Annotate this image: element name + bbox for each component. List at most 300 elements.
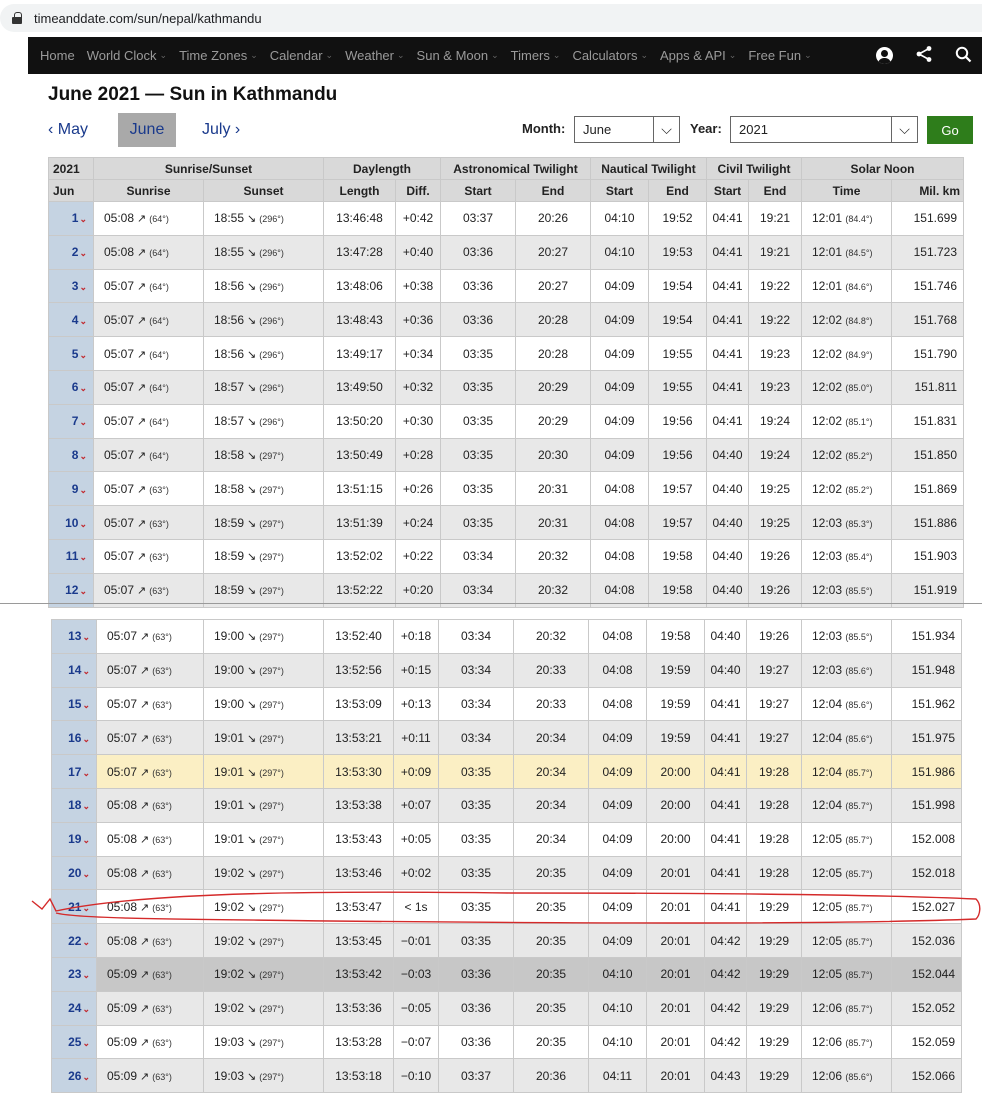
- distance-cell: 151.699: [892, 202, 964, 236]
- day-cell[interactable]: [52, 924, 97, 958]
- sunset-time: 19:02: [214, 1001, 245, 1016]
- table-row: [52, 620, 962, 654]
- naut-end-cell: 20:01: [647, 856, 705, 890]
- sunset-cell: [204, 957, 324, 991]
- sunrise-azimuth: (63°): [152, 632, 172, 643]
- table-row: [52, 687, 962, 721]
- table-row: [52, 856, 962, 890]
- diff-cell: +0:18: [394, 620, 439, 654]
- sunset-arrow-icon: ↘: [247, 867, 257, 880]
- nav-item-free-fun[interactable]: [748, 48, 811, 63]
- chevron-down-icon: ⌄: [325, 50, 334, 60]
- main-nav: [28, 37, 982, 74]
- table-row: [52, 822, 962, 856]
- day-cell[interactable]: [52, 957, 97, 991]
- sunrise-arrow-icon: ↗: [137, 551, 147, 564]
- daylength-cell: 13:53:46: [324, 856, 394, 890]
- daylength-cell: 13:50:20: [324, 404, 396, 438]
- next-month-link[interactable]: July ›: [202, 121, 241, 138]
- diff-cell: −0:07: [394, 1025, 439, 1059]
- table-row: [49, 202, 964, 236]
- solar-noon-altitude: (85.3°): [845, 518, 873, 529]
- solar-noon-cell: [802, 506, 892, 540]
- sunrise-time: 05:08: [107, 832, 138, 847]
- naut-end-cell: 20:01: [647, 1059, 705, 1093]
- sunset-arrow-icon: ↘: [247, 698, 257, 711]
- table-row: [49, 539, 964, 573]
- naut-start-cell: 04:10: [591, 235, 649, 269]
- nav-item-calendar[interactable]: [270, 48, 333, 63]
- distance-cell: 151.723: [892, 235, 964, 269]
- civil-start-cell: 04:41: [707, 269, 749, 303]
- day-cell[interactable]: [52, 721, 97, 755]
- day-cell[interactable]: [49, 303, 94, 337]
- sunset-cell: [204, 653, 324, 687]
- table-row: [49, 235, 964, 269]
- sunset-azimuth: (297°): [259, 970, 284, 981]
- day-cell[interactable]: [49, 438, 94, 472]
- day-cell[interactable]: [49, 506, 94, 540]
- sunrise-cell: [94, 404, 204, 438]
- chevron-down-icon: ⌄: [82, 1037, 90, 1048]
- solar-noon-altitude: (85.6°): [845, 699, 873, 710]
- civil-start-cell: 04:41: [705, 687, 747, 721]
- solar-noon-cell: [802, 890, 892, 924]
- table-row: [52, 924, 962, 958]
- sunrise-arrow-icon: ↗: [140, 766, 150, 779]
- current-month-tab[interactable]: June: [118, 113, 176, 147]
- solar-noon-altitude: (84.8°): [845, 315, 873, 326]
- astro-start-cell: 03:34: [439, 653, 514, 687]
- naut-start-cell: 04:09: [589, 822, 647, 856]
- table-row: [52, 890, 962, 924]
- daylength-cell: 13:53:18: [324, 1059, 394, 1093]
- sunrise-time: 05:07: [107, 663, 138, 678]
- naut-end-cell: 19:55: [649, 370, 707, 404]
- diff-cell: −0:03: [394, 957, 439, 991]
- civil-start-cell: 04:41: [705, 890, 747, 924]
- sunrise-arrow-icon: ↗: [137, 517, 147, 530]
- day-cell[interactable]: [52, 890, 97, 924]
- distance-cell: 151.986: [892, 755, 962, 789]
- day-cell[interactable]: [52, 687, 97, 721]
- chevron-down-icon: ⌄: [640, 50, 649, 60]
- astro-twilight-header: Astronomical Twilight: [441, 158, 591, 180]
- sunrise-time: 05:07: [107, 629, 138, 644]
- day-cell[interactable]: [52, 653, 97, 687]
- diff-cell: +0:20: [396, 573, 441, 607]
- solar-noon-altitude: (84.4°): [845, 214, 873, 225]
- diff-cell: +0:36: [396, 303, 441, 337]
- address-bar[interactable]: [0, 4, 982, 32]
- civil-end-cell: 19:29: [747, 890, 802, 924]
- chevron-down-icon: ⌄: [82, 868, 90, 879]
- naut-end-cell: 19:58: [647, 620, 705, 654]
- sunrise-arrow-icon: ↗: [137, 483, 147, 496]
- solar-noon-cell: [802, 620, 892, 654]
- day-number: 15: [68, 696, 82, 711]
- solar-noon-time: 12:03: [812, 629, 843, 644]
- solar-noon-time: 12:03: [812, 663, 843, 678]
- day-cell[interactable]: [52, 822, 97, 856]
- table-row: [52, 991, 962, 1025]
- naut-end-cell: 20:00: [647, 755, 705, 789]
- day-number: 14: [68, 663, 82, 678]
- diff-cell: +0:42: [396, 202, 441, 236]
- sunrise-arrow-icon: ↗: [140, 800, 150, 813]
- nav-item-world-clock[interactable]: [87, 48, 167, 63]
- solar-noon-time: 12:04: [812, 696, 843, 711]
- solar-noon-time: 12:05: [812, 933, 843, 948]
- civil-end-cell: 19:29: [747, 991, 802, 1025]
- sunset-time: 18:59: [214, 515, 245, 530]
- sunrise-cell: [94, 438, 204, 472]
- distance-cell: 151.962: [892, 687, 962, 721]
- sunrise-time: 05:07: [104, 380, 135, 395]
- sunrise-arrow-icon: ↗: [137, 314, 147, 327]
- sunrise-azimuth: (64°): [149, 417, 169, 428]
- astro-end-cell: 20:27: [516, 269, 591, 303]
- table-row: [49, 337, 964, 371]
- sunrise-arrow-icon: ↗: [137, 416, 147, 429]
- solar-noon-cell: [802, 202, 892, 236]
- day-number: 13: [68, 629, 82, 644]
- solar-noon-time: 12:05: [812, 967, 843, 982]
- day-cell[interactable]: [52, 856, 97, 890]
- civil-end-cell: 19:29: [747, 1025, 802, 1059]
- sunrise-azimuth: (64°): [149, 349, 169, 360]
- sunset-cell: [204, 202, 324, 236]
- astro-end-cell: 20:29: [516, 404, 591, 438]
- astro-start-cell: 03:35: [441, 506, 516, 540]
- sunrise-azimuth: (64°): [149, 383, 169, 394]
- solar-noon-time: 12:03: [812, 583, 843, 598]
- sunset-arrow-icon: ↘: [247, 834, 257, 847]
- sunrise-azimuth: (63°): [152, 1071, 172, 1082]
- naut-start-cell: 04:08: [589, 653, 647, 687]
- solar-noon-header: Solar Noon: [802, 158, 964, 180]
- naut-end-cell: 20:01: [647, 1025, 705, 1059]
- table-row: [49, 438, 964, 472]
- astro-end-cell: 20:35: [514, 890, 589, 924]
- diff-cell: −0:05: [394, 991, 439, 1025]
- astro-end-cell: 20:27: [516, 235, 591, 269]
- sunrise-time: 05:08: [104, 245, 135, 260]
- sunrise-arrow-icon: ↗: [140, 1003, 150, 1016]
- nav-item-weather[interactable]: [345, 48, 404, 63]
- nav-item-label: Calculators: [572, 48, 638, 63]
- nav-item-sun-moon[interactable]: [417, 48, 499, 63]
- naut-end-cell: 19:57: [649, 472, 707, 506]
- naut-start-cell: 04:10: [589, 1025, 647, 1059]
- sunrise-cell: [97, 1025, 204, 1059]
- nav-item-timers[interactable]: [511, 48, 561, 63]
- chevron-down-icon: ⌄: [82, 632, 90, 643]
- chevron-down-icon: ⌄: [79, 214, 87, 225]
- nav-item-label: World Clock: [86, 48, 157, 63]
- month-label: Month:: [522, 121, 566, 136]
- sunrise-arrow-icon: ↗: [137, 213, 147, 226]
- sunset-arrow-icon: ↘: [247, 1070, 257, 1083]
- sunset-azimuth: (296°): [259, 281, 284, 292]
- civil-start-cell: 04:40: [707, 539, 749, 573]
- distance-cell: 151.948: [892, 653, 962, 687]
- day-cell[interactable]: [49, 337, 94, 371]
- day-cell[interactable]: [52, 991, 97, 1025]
- day-cell[interactable]: [49, 573, 94, 607]
- day-cell[interactable]: [52, 755, 97, 789]
- naut-start-cell: 04:09: [591, 370, 649, 404]
- solar-noon-time: 12:02: [812, 312, 843, 327]
- user-account-icon[interactable]: [876, 47, 893, 64]
- sunrise-time: 05:07: [107, 764, 138, 779]
- nav-item-home[interactable]: [40, 48, 75, 63]
- diff-cell: +0:26: [396, 472, 441, 506]
- day-number: 25: [68, 1034, 82, 1049]
- sunset-azimuth: (297°): [259, 1037, 284, 1048]
- sunrise-cell: [94, 472, 204, 506]
- astro-start-header: Start: [441, 180, 516, 202]
- distance-cell: 152.027: [892, 890, 962, 924]
- day-cell[interactable]: [52, 620, 97, 654]
- distance-cell: 152.052: [892, 991, 962, 1025]
- sunset-arrow-icon: ↘: [247, 247, 257, 260]
- sunrise-cell: [94, 539, 204, 573]
- solar-noon-altitude: (85.7°): [845, 835, 873, 846]
- chevron-down-icon: ⌄: [79, 450, 87, 461]
- month-select[interactable]: [574, 116, 680, 143]
- day-cell[interactable]: [52, 1025, 97, 1059]
- day-cell[interactable]: [49, 539, 94, 573]
- sunrise-cell: [97, 1059, 204, 1093]
- naut-start-cell: 04:08: [589, 620, 647, 654]
- search-icon[interactable]: [955, 46, 972, 66]
- solar-noon-time: 12:06: [812, 1034, 843, 1049]
- sunset-cell: [204, 856, 324, 890]
- day-cell[interactable]: [52, 1059, 97, 1093]
- chevron-down-icon: ⌄: [79, 349, 87, 360]
- sunset-azimuth: (296°): [259, 248, 284, 259]
- chevron-down-icon: ⌄: [79, 518, 87, 529]
- astro-start-cell: 03:35: [439, 924, 514, 958]
- sunset-time: 18:57: [214, 414, 245, 429]
- day-cell[interactable]: [49, 404, 94, 438]
- solar-noon-cell: [802, 438, 892, 472]
- civil-end-cell: 19:24: [749, 438, 802, 472]
- distance-cell: 152.059: [892, 1025, 962, 1059]
- sunset-cell: [204, 991, 324, 1025]
- day-number: 24: [68, 1001, 82, 1016]
- distance-cell: 151.811: [892, 370, 964, 404]
- civil-start-cell: 04:41: [707, 404, 749, 438]
- sunset-time: 18:58: [214, 481, 245, 496]
- solar-noon-cell: [802, 573, 892, 607]
- sunset-time: 19:02: [214, 967, 245, 982]
- naut-end-cell: 19:52: [649, 202, 707, 236]
- sunrise-time: 05:07: [107, 730, 138, 745]
- sunrise-arrow-icon: ↗: [140, 969, 150, 982]
- naut-end-cell: 19:59: [647, 721, 705, 755]
- sunset-time: 19:02: [214, 933, 245, 948]
- year-label: Year:: [690, 121, 722, 136]
- civil-end-cell: 19:29: [747, 957, 802, 991]
- day-number: 20: [68, 865, 82, 880]
- day-cell[interactable]: [49, 269, 94, 303]
- diff-col-header: Diff.: [396, 180, 441, 202]
- sunset-arrow-icon: ↘: [247, 517, 257, 530]
- naut-start-header: Start: [591, 180, 649, 202]
- sunrise-cell: [94, 337, 204, 371]
- astro-start-cell: 03:35: [441, 438, 516, 472]
- naut-end-cell: 19:56: [649, 404, 707, 438]
- civil-start-cell: 04:41: [705, 788, 747, 822]
- nav-item-label: Sun & Moon: [416, 48, 489, 63]
- day-cell[interactable]: [49, 472, 94, 506]
- chevron-down-icon: ⌄: [79, 315, 87, 326]
- solar-noon-cell: [802, 303, 892, 337]
- civil-start-cell: 04:41: [705, 856, 747, 890]
- sunset-azimuth: (297°): [259, 767, 284, 778]
- astro-start-cell: 03:35: [441, 370, 516, 404]
- sunrise-azimuth: (63°): [152, 767, 172, 778]
- day-number: 19: [68, 832, 82, 847]
- sunset-azimuth: (297°): [259, 1071, 284, 1082]
- day-cell[interactable]: [49, 235, 94, 269]
- solar-noon-time: 12:04: [812, 764, 843, 779]
- civil-twilight-header: Civil Twilight: [707, 158, 802, 180]
- diff-cell: −0:10: [394, 1059, 439, 1093]
- table-row: [52, 721, 962, 755]
- table-row: [49, 303, 964, 337]
- sunset-cell: [204, 404, 324, 438]
- sunrise-cell: [97, 620, 204, 654]
- civil-start-cell: 04:40: [707, 472, 749, 506]
- sunrise-cell: [97, 957, 204, 991]
- sunrise-cell: [97, 890, 204, 924]
- daylength-cell: 13:49:17: [324, 337, 396, 371]
- solar-noon-time: 12:03: [812, 515, 843, 530]
- nav-item-calculators[interactable]: [572, 48, 648, 63]
- sunrise-arrow-icon: ↗: [137, 449, 147, 462]
- go-button[interactable]: Go: [927, 116, 973, 144]
- day-cell[interactable]: [49, 202, 94, 236]
- url-text[interactable]: timeanddate.com/sun/nepal/kathmandu: [34, 10, 262, 26]
- sunrise-arrow-icon: ↗: [137, 585, 147, 598]
- solar-noon-altitude: (85.6°): [845, 1071, 873, 1082]
- distance-cell: 151.886: [892, 506, 964, 540]
- sunset-azimuth: (297°): [259, 666, 284, 677]
- solar-noon-altitude: (84.5°): [845, 248, 873, 259]
- astro-start-cell: 03:35: [441, 404, 516, 438]
- civil-end-cell: 19:23: [749, 370, 802, 404]
- civil-end-cell: 19:22: [749, 269, 802, 303]
- solar-noon-time: 12:03: [812, 549, 843, 564]
- astro-end-cell: 20:35: [514, 856, 589, 890]
- sunset-time: 19:01: [214, 730, 245, 745]
- solar-noon-time: 12:02: [812, 481, 843, 496]
- diff-cell: +0:38: [396, 269, 441, 303]
- sunset-azimuth: (296°): [259, 417, 284, 428]
- nav-item-time-zones[interactable]: [179, 48, 258, 63]
- year-select[interactable]: [730, 116, 918, 143]
- mil-km-header: Mil. km: [892, 180, 964, 202]
- solar-noon-altitude: (85.7°): [845, 1037, 873, 1048]
- naut-start-cell: 04:09: [591, 404, 649, 438]
- sunset-time: 19:03: [214, 1034, 245, 1049]
- distance-cell: 151.903: [892, 539, 964, 573]
- solar-noon-cell: [802, 924, 892, 958]
- chevron-down-icon: ⌄: [82, 970, 90, 981]
- share-icon[interactable]: [915, 45, 933, 66]
- day-cell[interactable]: [52, 788, 97, 822]
- civil-end-cell: 19:25: [749, 472, 802, 506]
- astro-start-cell: 03:36: [439, 957, 514, 991]
- civil-start-header: Start: [707, 180, 749, 202]
- day-number: 12: [65, 583, 79, 598]
- sunrise-cell: [97, 755, 204, 789]
- sunset-azimuth: (297°): [259, 902, 284, 913]
- astro-start-cell: 03:34: [441, 573, 516, 607]
- naut-end-cell: 20:00: [647, 822, 705, 856]
- diff-cell: +0:22: [396, 539, 441, 573]
- astro-end-cell: 20:33: [514, 687, 589, 721]
- astro-start-cell: 03:35: [439, 890, 514, 924]
- chevron-down-icon: ⌄: [79, 248, 87, 259]
- month-header: Jun: [49, 180, 94, 202]
- day-cell[interactable]: [49, 370, 94, 404]
- distance-cell: 151.746: [892, 269, 964, 303]
- astro-end-cell: 20:36: [514, 1059, 589, 1093]
- civil-start-cell: 04:41: [707, 235, 749, 269]
- chevron-down-icon: ⌄: [82, 801, 90, 812]
- sunset-arrow-icon: ↘: [247, 800, 257, 813]
- day-number: 26: [68, 1068, 82, 1083]
- solar-noon-time: 12:06: [812, 1001, 843, 1016]
- screenshot-divider: [0, 603, 982, 604]
- sun-table: [48, 157, 964, 608]
- sunset-cell: [204, 687, 324, 721]
- sunrise-azimuth: (64°): [149, 281, 169, 292]
- chevron-down-icon: ⌄: [82, 1004, 90, 1015]
- length-col-header: Length: [324, 180, 396, 202]
- sunset-azimuth: (297°): [259, 518, 284, 529]
- sunrise-azimuth: (63°): [152, 699, 172, 710]
- daylength-cell: 13:52:22: [324, 573, 396, 607]
- naut-end-cell: 19:53: [649, 235, 707, 269]
- diff-cell: +0:11: [394, 721, 439, 755]
- distance-cell: 151.919: [892, 573, 964, 607]
- daylength-cell: 13:52:40: [324, 620, 394, 654]
- nav-item-label: Apps & API: [660, 48, 726, 63]
- naut-start-cell: 04:11: [589, 1059, 647, 1093]
- sunset-arrow-icon: ↘: [247, 766, 257, 779]
- nav-item-apps-api[interactable]: [660, 48, 736, 63]
- naut-end-header: End: [649, 180, 707, 202]
- distance-cell: 152.008: [892, 822, 962, 856]
- sunrise-cell: [97, 788, 204, 822]
- sunrise-azimuth: (63°): [152, 970, 172, 981]
- prev-month-link[interactable]: ‹ May: [48, 121, 88, 138]
- naut-start-cell: 04:08: [591, 573, 649, 607]
- nav-item-label: Time Zones: [179, 48, 248, 63]
- distance-cell: 152.036: [892, 924, 962, 958]
- year-select-value: 2021: [739, 122, 768, 137]
- sunset-time: 19:03: [214, 1068, 245, 1083]
- astro-start-cell: 03:34: [441, 539, 516, 573]
- distance-cell: 151.869: [892, 472, 964, 506]
- chevron-down-icon: ⌄: [79, 484, 87, 495]
- civil-end-cell: 19:21: [749, 235, 802, 269]
